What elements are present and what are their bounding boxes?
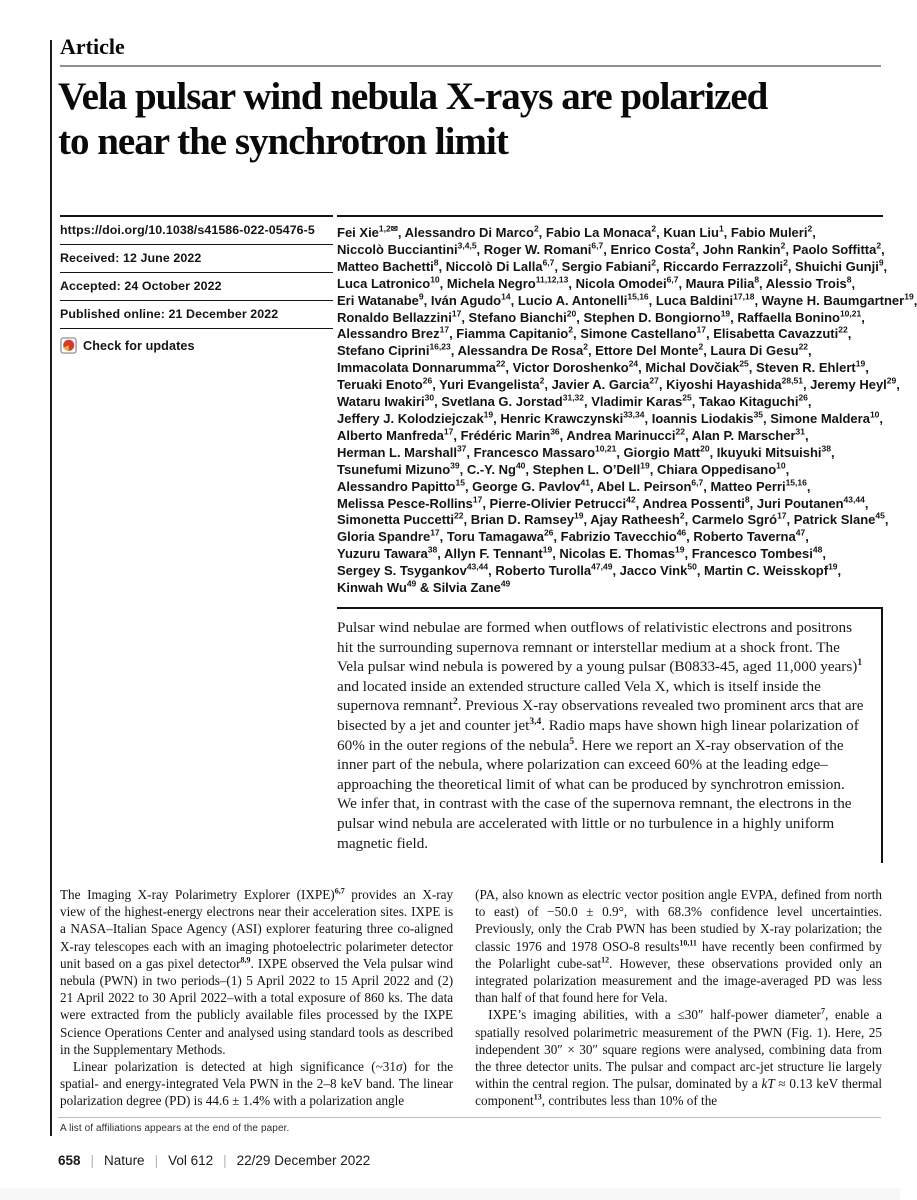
- author-line: Teruaki Enoto$^{26}$, Yuri Evangelista$^2$, Javier A. Garcia$^{27}$, Kiyoshi Hayashida$^{28,51}$, Jeremy Heyl$^{29}$,: [337, 375, 900, 393]
- author-line: Wataru Iwakiri$^{30}$, Svetlana G. Jorstad$^{31,32}$, Vladimir Karas$^{25}$, Takao Kitaguchi$^{26}$,: [337, 392, 812, 410]
- journal-name: Nature: [104, 1153, 145, 1168]
- affiliation-divider: [58, 1117, 881, 1118]
- footer-separator: |: [154, 1153, 159, 1168]
- author-line: Sergey S. Tsygankov$^{43,44}$, Roberto Turolla$^{47,49}$, Jacco Vink$^{50}$, Martin C. Weisskopf$^{19}$,: [337, 561, 842, 579]
- author-line: Matteo Bachetti$^8$, Niccolò Di Lalla$^{6,7}$, Sergio Fabiani$^2$, Riccardo Ferrazzoli$^2$, Shuichi Gunji$^9$,: [337, 257, 888, 274]
- published-date: Published online: 21 December 2022: [60, 301, 333, 329]
- page-title-line2: to near the synchrotron limit: [58, 120, 508, 163]
- author-line: Yuzuru Tawara$^{38}$, Allyn F. Tennant$^{19}$, Nicolas E. Thomas$^{19}$, Francesco Tombesi$^{48}$,: [337, 544, 826, 562]
- page-title-line1: Vela pulsar wind nebula X-rays are polarized: [58, 75, 768, 118]
- crossmark-icon: [60, 337, 77, 354]
- body-column-left: [60, 886, 453, 1110]
- body-column-right: [475, 886, 882, 1110]
- body-columns: [60, 886, 882, 1110]
- author-line: Ronaldo Bellazzini$^{17}$, Stefano Bianchi$^{20}$, Stephen D. Bongiorno$^{19}$, Raffaella Bonino$^{10,21}$,: [337, 308, 865, 325]
- author-list: [337, 215, 917, 597]
- page-title: [58, 74, 890, 164]
- footer-separator: |: [223, 1153, 227, 1168]
- author-line: Simonetta Puccetti$^{22}$, Brian D. Ramsey$^{19}$, Ajay Ratheesh$^2$, Carmelo Sgró$^{17}$, Patrick Slane$^{45}$,: [337, 511, 889, 528]
- affiliation-note: A list of affiliations appears at the end of the paper.: [60, 1123, 290, 1134]
- abstract-text: Pulsar wind nebulae are formed when outflows of relativistic electrons and positrons hit the surrounding supernova remnant or interstellar medium at a shock front. The Vela pulsar wind nebula is powered by a young pulsar (B0833-45, aged 11,000 years)$^1$ and located inside an extended structure called Vela X, which is itself inside the supernova remnant$^2$. Previous X-ray observations revealed two prominent arcs that are bisected by a jet and counter jet$^{3,4}$. Radio maps have shown high linear polarization of 60% in the outer regions of the nebula$^5$. Here we report an X-ray observation of the inner part of the nebula, where polarization can exceed 60% at the leading edge–approaching the theoretical limit of what can be produced by synchrotron emission. We infer that, in contrast with the case of the supernova remnant, the electrons in the pulsar wind nebula are accelerated with little or no turbulence in a highly uniform magnetic field.: [337, 619, 864, 852]
- doi-link[interactable]: https://doi.org/10.1038/s41586-022-05476-5: [60, 217, 333, 245]
- footer-separator: |: [90, 1153, 95, 1168]
- body-paragraph: IXPE’s imaging abilities, with a ≤30″ half-power diameter$^7$, enable a spatially resolved polarimetric measurement of the PWN (Fig. 1). Here, 25 independent 30″ × 30″ square regions were analysed, combining data from the three detector units. The pulsar and compact arc-jet structure lie largely within the central region. The pulsar, dominated by a kT ≈ 0.13 keV thermal component$^{13}$, contributes less than 10% of the: [475, 1007, 882, 1109]
- check-for-updates-button[interactable]: [60, 329, 333, 361]
- article-kicker: Article: [60, 34, 125, 59]
- author-line: Niccolò Bucciantini$^{3,4,5}$, Roger W. Romani$^{6,7}$, Enrico Costa$^2$, John Rankin$^2$, Paolo Soffitta$^2$,: [337, 240, 885, 257]
- author-line: Melissa Pesce-Rollins$^{17}$, Pierre-Olivier Petrucci$^{42}$, Andrea Possenti$^8$, Juri Poutanen$^{43,44}$,: [337, 494, 869, 511]
- issue-date: 22/29 December 2022: [236, 1153, 371, 1168]
- page-footer: [58, 1153, 370, 1168]
- author-line: Kinwah Wu$^{49}$ & Silvia Zane$^{49}$: [337, 578, 511, 596]
- body-paragraph: Linear polarization is detected at high significance (~31σ) for the spatial- and energy-integrated Vela PWN in the 2–8 keV band. The linear polarization degree (PD) is 44.6 ± 1.4% with a polarization angle: [60, 1059, 454, 1109]
- author-line: Herman L. Marshall$^{37}$, Francesco Massaro$^{10,21}$, Giorgio Matt$^{20}$, Ikuyuki Mitsuishi$^{38}$,: [337, 443, 835, 460]
- author-line: Alessandro Brez$^{17}$, Fiamma Capitanio$^2$, Simone Castellano$^{17}$, Elisabetta Cavazzuti$^{22}$,: [337, 325, 852, 342]
- author-line: Stefano Ciprini$^{16,23}$, Alessandra De Rosa$^2$, Ettore Del Monte$^2$, Laura Di Gesu$^{22}$,: [337, 342, 812, 359]
- author-line: Alessandro Papitto$^{15}$, George G. Pavlov$^{41}$, Abel L. Peirson$^{6,7}$, Matteo Perri$^{15,16}$,: [337, 477, 811, 494]
- page-edge: [0, 1188, 900, 1200]
- author-line: Fei Xie$^{1,2✉}$, Alessandro Di Marco$^2$, Fabio La Monaca$^2$, Kuan Liu$^1$, Fabio Muleri$^2$,: [337, 223, 816, 240]
- body-paragraph: The Imaging X-ray Polarimetry Explorer (IXPE)$^{6,7}$ provides an X-ray view of the highest-energy electrons near their acceleration sites. IXPE is a NASA–Italian Space Agency (ASI) explorer featuring three co-aligned X-ray telescopes each with an imaging photoelectric polarimeter detector unit based on a gas pixel detector$^{8,9}$. IXPE observed the Vela pulsar wind nebula (PWN) in two periods–(1) 5 April 2022 to 15 April 2022 and (2) 21 April 2022 to 30 April 2022–with a total exposure of 860 ks. The data were extracted from the publicly available files processed by the IXPE Science Operations Center and analysed using standard tools as described in the Supplementary Methods.: [60, 886, 454, 1057]
- abstract-block: [337, 607, 883, 863]
- author-line: Immacolata Donnarumma$^{22}$, Victor Doroshenko$^{24}$, Michal Dovčiak$^{25}$, Steven R. Ehlert$^{19}$,: [337, 358, 869, 376]
- check-for-updates-label: Check for updates: [83, 338, 195, 353]
- author-line: Luca Latronico$^{10}$, Michela Negro$^{11,12,13}$, Nicola Omodei$^{6,7}$, Maura Pilia$^8$, Alessio Trois$^8$,: [337, 274, 856, 291]
- left-margin-rule: [50, 40, 52, 1136]
- author-line: Gloria Spandre$^{17}$, Toru Tamagawa$^{26}$, Fabrizio Tavecchio$^{46}$, Roberto Taverna$^{47}$,: [337, 527, 809, 545]
- article-metadata: [60, 215, 333, 361]
- author-line: Eri Watanabe$^9$, Iván Agudo$^{14}$, Lucio A. Antonelli$^{15,16}$, Luca Baldini$^{17,18}$, Wayne H. Baumgartner$^{19}$,: [337, 291, 917, 308]
- author-line: Jeffery J. Kolodziejczak$^{19}$, Henric Krawczynski$^{33,34}$, Ioannis Liodakis$^{35}$, Simone Maldera$^{10}$,: [337, 409, 884, 426]
- author-line: Tsunefumi Mizuno$^{39}$, C.-Y. Ng$^{40}$, Stephen L. O’Dell$^{19}$, Chiara Oppedisano$^{10}$,: [337, 460, 790, 477]
- volume-label: Vol 612: [168, 1153, 214, 1168]
- author-line: Alberto Manfreda$^{17}$, Frédéric Marin$^{36}$, Andrea Marinucci$^{22}$, Alan P. Marscher$^{31}$,: [337, 426, 809, 443]
- page-number: 658: [58, 1153, 81, 1168]
- body-paragraph: (PA, also known as electric vector position angle EVPA, defined from north to east) of −50.0 ± 0.9°, with 68.3% confidence level uncertainties. Previously, only the Crab PWN has been studied by X-ray polarization; the classic 1976 and 1978 OSO-8 results$^{10,11}$ have recently been confirmed by the Polarlight cube-sat$^{12}$. However, these observations provided only an integrated polarization measurement and the image-averaged PD was less than half of that found here for Vela.: [475, 887, 882, 1006]
- header-divider: [60, 65, 881, 67]
- received-date: Received: 12 June 2022: [60, 245, 333, 273]
- accepted-date: Accepted: 24 October 2022: [60, 273, 333, 301]
